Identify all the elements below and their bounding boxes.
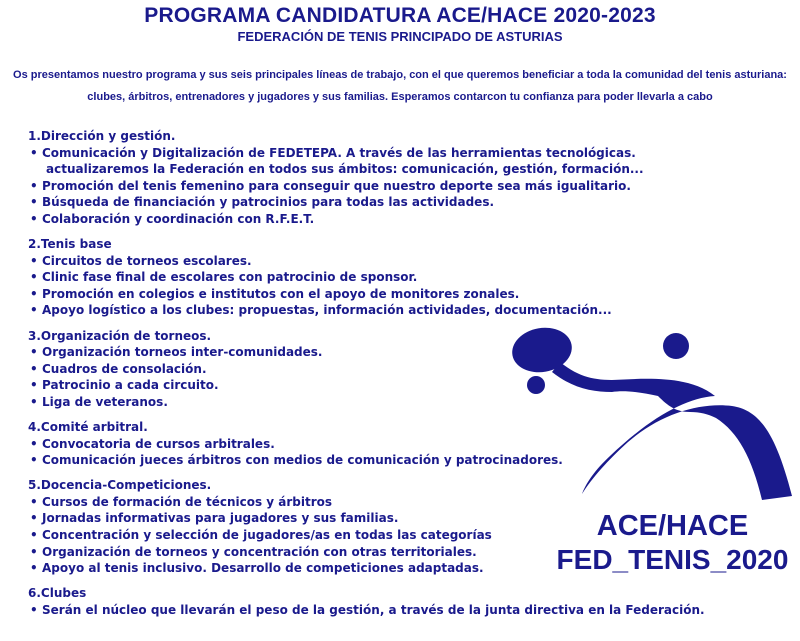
list-item bbox=[28, 269, 688, 286]
section-title-text: Organización de torneos. bbox=[40, 328, 212, 343]
list-item-text: Patrocinio a cada circuito. bbox=[42, 378, 219, 393]
section-number: 3. bbox=[28, 328, 41, 343]
section-number: 1. bbox=[28, 129, 41, 143]
section-title-text: Dirección y gestión. bbox=[40, 129, 176, 143]
list-item bbox=[28, 145, 688, 178]
list-item-text: Promoción del tenis femenino para conseguir que nuestro deporte sea más igualitario. bbox=[42, 178, 631, 193]
section-title bbox=[28, 585, 688, 602]
section-number: 6. bbox=[28, 586, 41, 601]
page-subtitle: FEDERACIÓN DE TENIS PRINCIPADO DE ASTURIAS bbox=[237, 29, 563, 44]
list-item bbox=[28, 253, 688, 270]
list-item bbox=[28, 211, 688, 228]
list-item-text: Búsqueda de financiación y patrocinios para todas las actividades. bbox=[42, 195, 495, 210]
program-section bbox=[28, 585, 705, 618]
list-item-text: Concentración y selección de jugadores/as en todas las categorías bbox=[42, 528, 492, 543]
list-item bbox=[28, 602, 705, 619]
list-item bbox=[28, 302, 688, 319]
section-number: 2. bbox=[28, 237, 41, 252]
section-title-text: Tenis base bbox=[40, 237, 112, 252]
list-item-text: Cursos de formación de técnicos y árbitros bbox=[42, 494, 333, 509]
section-title-text: Docencia-Competiciones. bbox=[40, 478, 212, 493]
list-item-text: Cuadros de consolación. bbox=[42, 361, 207, 376]
list-item-text: Convocatoria de cursos arbitrales. bbox=[42, 436, 275, 451]
list-item-text: Serán el núcleo que llevarán el peso de la gestión, a través de la junta directiva en la Federación. bbox=[42, 602, 705, 617]
list-item bbox=[28, 178, 688, 195]
list-item-text: Clinic fase final de escolares con patrocinio de sponsor. bbox=[42, 270, 418, 285]
bullet-list bbox=[28, 253, 688, 319]
list-item-text: Jornadas informativas para jugadores y sus familias. bbox=[42, 511, 399, 526]
list-item-text: Organización de torneos y concentración con otras territoriales. bbox=[42, 544, 477, 559]
brand-line-1: ACE/HACE bbox=[596, 510, 749, 542]
program-section bbox=[28, 236, 688, 319]
list-item-text: Comunicación jueces árbitros con medios de comunicación y patrocinadores. bbox=[42, 453, 563, 468]
page-title: PROGRAMA CANDIDATURA ACE/HACE 2020-2023 bbox=[144, 4, 656, 27]
program-section bbox=[28, 128, 688, 228]
section-number: 5. bbox=[28, 478, 41, 493]
section-title-text: Clubes bbox=[40, 586, 87, 601]
list-item-text: Promoción en colegios e institutos con el apoyo de monitores zonales. bbox=[42, 286, 520, 301]
list-item-text: Organización torneos inter-comunidades. bbox=[42, 345, 323, 360]
list-item-text: Circuitos de torneos escolares. bbox=[42, 253, 252, 268]
list-item-text: Liga de veteranos. bbox=[42, 394, 168, 409]
intro-paragraph: Os presentamos nuestro programa y sus seis principales líneas de trabajo, con el que queremos beneficiar a toda la comunidad del tenis asturiana: clubes, árbitros, entrenadores y jugadores y sus familias. Esperamos contarcon tu confianza para poder llevarla a cabo bbox=[13, 69, 787, 103]
tennis-player-icon bbox=[500, 318, 800, 508]
brand-line-2: FED_TENIS_2020 bbox=[556, 544, 789, 575]
list-item-continuation: actualizaremos la Federación en todos sus ámbitos: comunicación, gestión, formación... bbox=[46, 162, 644, 177]
section-title bbox=[28, 236, 688, 253]
list-item bbox=[28, 194, 688, 211]
section-number: 4. bbox=[28, 420, 41, 434]
bullet-list bbox=[28, 145, 688, 228]
bullet-list bbox=[28, 602, 705, 619]
section-title-text: Comité arbitral. bbox=[40, 420, 148, 434]
list-item-text: Colaboración y coordinación con R.F.E.T. bbox=[42, 211, 315, 226]
list-item bbox=[28, 286, 688, 303]
section-title bbox=[28, 128, 688, 145]
list-item-text: Comunicación y Digitalización de FEDETEPA. A través de las herramientas tecnológicas. bbox=[42, 145, 636, 160]
list-item-text: Apoyo al tenis inclusivo. Desarrollo de competiciones adaptadas. bbox=[42, 561, 484, 576]
list-item-text: Apoyo logístico a los clubes: propuestas, información actividades, documentación... bbox=[42, 303, 612, 318]
